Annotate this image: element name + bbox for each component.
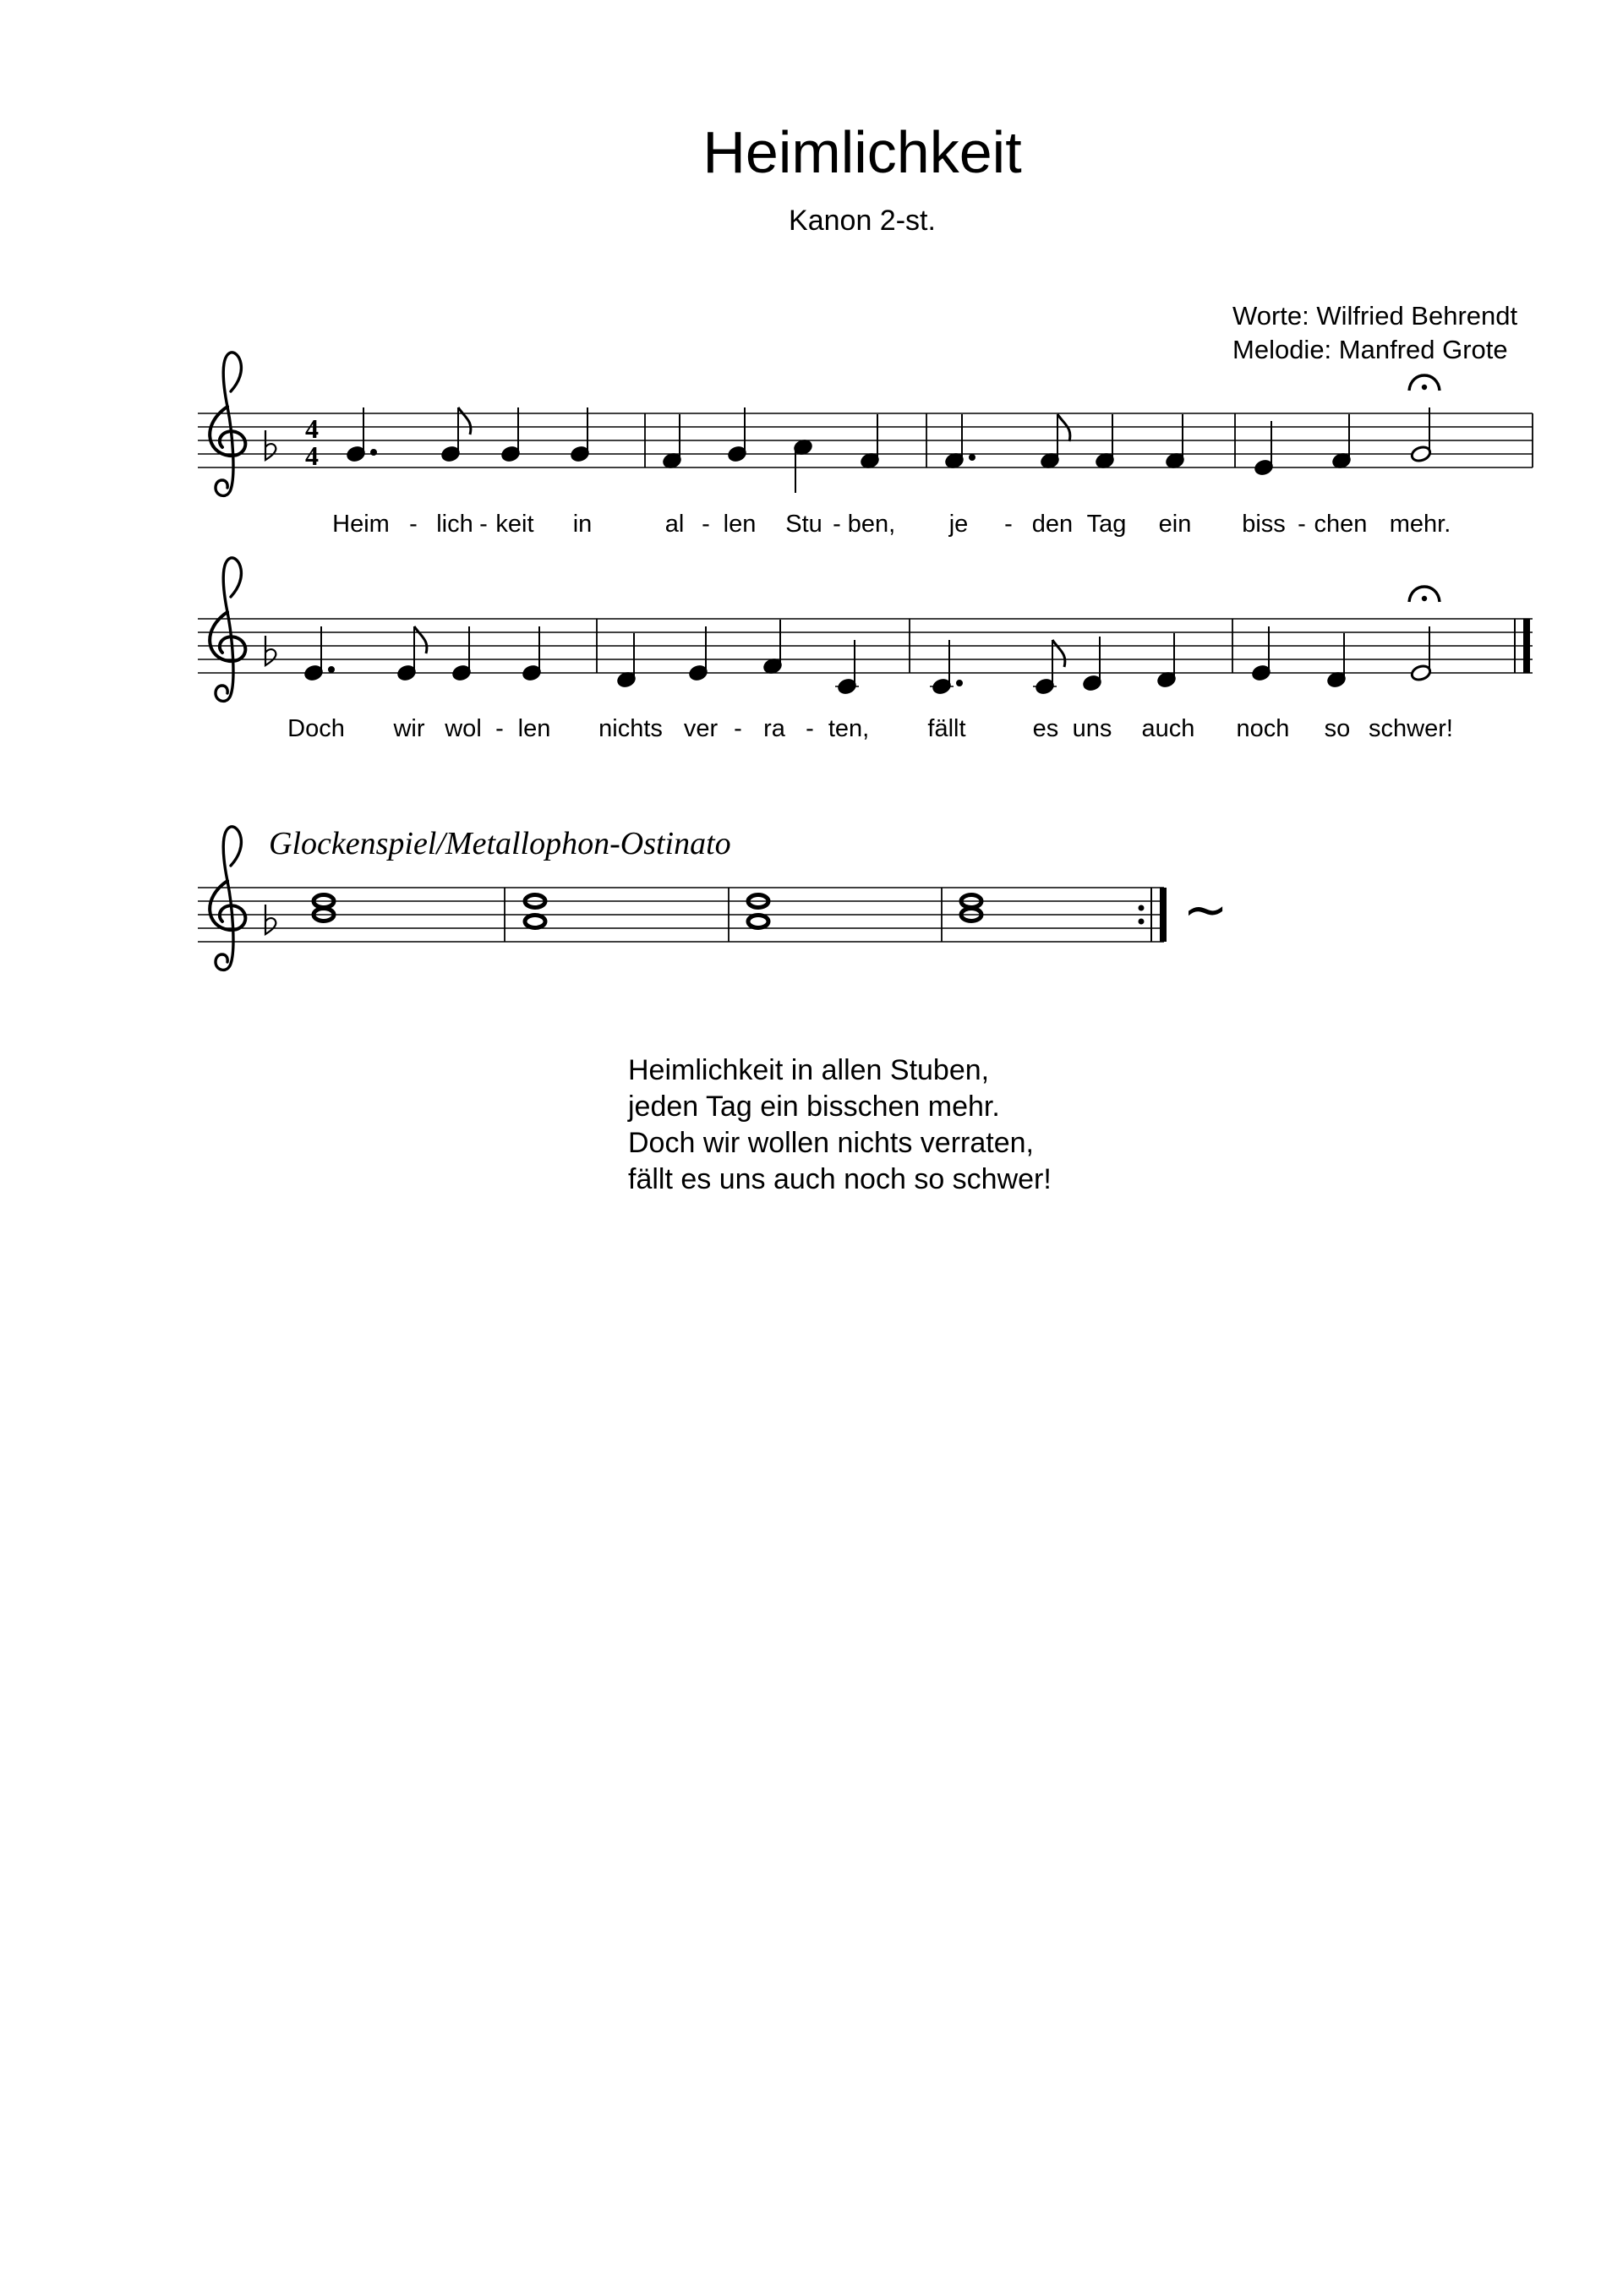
lyric-hyphen: -: [495, 715, 504, 742]
lyric-syllable: mehr.: [1389, 511, 1451, 538]
lyric-syllable: Tag: [1086, 511, 1127, 538]
lyric-hyphen: -: [409, 511, 418, 538]
lyric-syllable: chen: [1314, 511, 1368, 538]
credit-melody: Melodie: Manfred Grote: [1232, 335, 1508, 364]
lyric-hyphen: -: [833, 511, 841, 538]
lyric-hyphen: -: [479, 511, 488, 538]
treble-clef-icon: [210, 353, 245, 496]
lyric-syllable: ver: [683, 715, 719, 742]
lyric-syllable: ra: [763, 715, 785, 742]
fermata-icon: [1409, 587, 1440, 602]
credit-words: Worte: Wilfried Behrendt: [1232, 301, 1518, 331]
lyric-syllable: Doch: [287, 715, 345, 742]
flat-icon: [265, 430, 276, 460]
lyric-hyphen: -: [1298, 511, 1306, 538]
lyric-syllable: so: [1324, 715, 1351, 742]
lyric-syllable: wol: [445, 715, 482, 742]
time-signature-top: 4: [305, 413, 319, 444]
notes-system-2: [303, 620, 1432, 695]
lyric-hyphen: -: [1004, 511, 1013, 538]
lyric-syllable: uns: [1072, 715, 1112, 742]
verse-line: fällt es uns auch noch so schwer!: [628, 1163, 1052, 1195]
song-title: Heimlichkeit: [702, 119, 1022, 185]
lyric-syllable: Heim: [332, 511, 390, 538]
lyric-hyphen: -: [702, 511, 710, 538]
lyric-syllable: noch: [1236, 715, 1290, 742]
tilde-icon: ~: [1183, 879, 1228, 942]
verse-line: jeden Tag ein bisschen mehr.: [628, 1091, 1000, 1123]
lyric-syllable: je: [948, 511, 969, 538]
verse-line: Heimlichkeit in allen Stuben,: [628, 1054, 990, 1086]
verse-text: [628, 1052, 1052, 1198]
lyric-syllable: fällt: [927, 715, 966, 742]
treble-clef-icon: [210, 558, 245, 702]
lyric-hyphen: -: [806, 715, 814, 742]
lyric-syllable: in: [572, 511, 593, 538]
lyric-syllable: len: [723, 511, 757, 538]
lyric-syllable: es: [1032, 715, 1059, 742]
lyric-syllable: den: [1031, 511, 1074, 538]
lyric-hyphen: -: [734, 715, 742, 742]
time-signature-bottom: 4: [305, 440, 319, 471]
flat-icon: [265, 636, 276, 665]
ostinato-title: Glockenspiel/Metallophon-Ostinato: [269, 826, 731, 861]
lyric-syllable: lich: [436, 511, 473, 538]
lyric-syllable: auch: [1141, 715, 1195, 742]
lyric-syllable: biss: [1242, 511, 1286, 538]
lyric-syllable: al: [664, 511, 685, 538]
fermata-icon: [1409, 375, 1440, 391]
notes-ostinato: [314, 895, 981, 928]
lyric-syllable: ein: [1158, 511, 1192, 538]
lyric-syllable: ten,: [828, 715, 870, 742]
treble-clef-icon: [210, 827, 245, 970]
song-subtitle: Kanon 2-st.: [789, 205, 936, 237]
staff-ostinato: [198, 888, 1164, 942]
lyric-syllable: keit: [495, 511, 534, 538]
lyric-syllable: nichts: [598, 715, 663, 742]
notes-system-1: [346, 407, 1432, 493]
lyric-syllable: schwer!: [1369, 715, 1453, 742]
staff-system-2: [198, 619, 1533, 673]
lyric-syllable: wir: [393, 715, 425, 742]
verse-line: Doch wir wollen nichts verraten,: [628, 1127, 1034, 1159]
lyric-syllable: Stu: [785, 511, 822, 538]
lyric-syllable: len: [517, 715, 551, 742]
flat-icon: [265, 905, 276, 934]
lyric-syllable: ben,: [847, 511, 896, 538]
